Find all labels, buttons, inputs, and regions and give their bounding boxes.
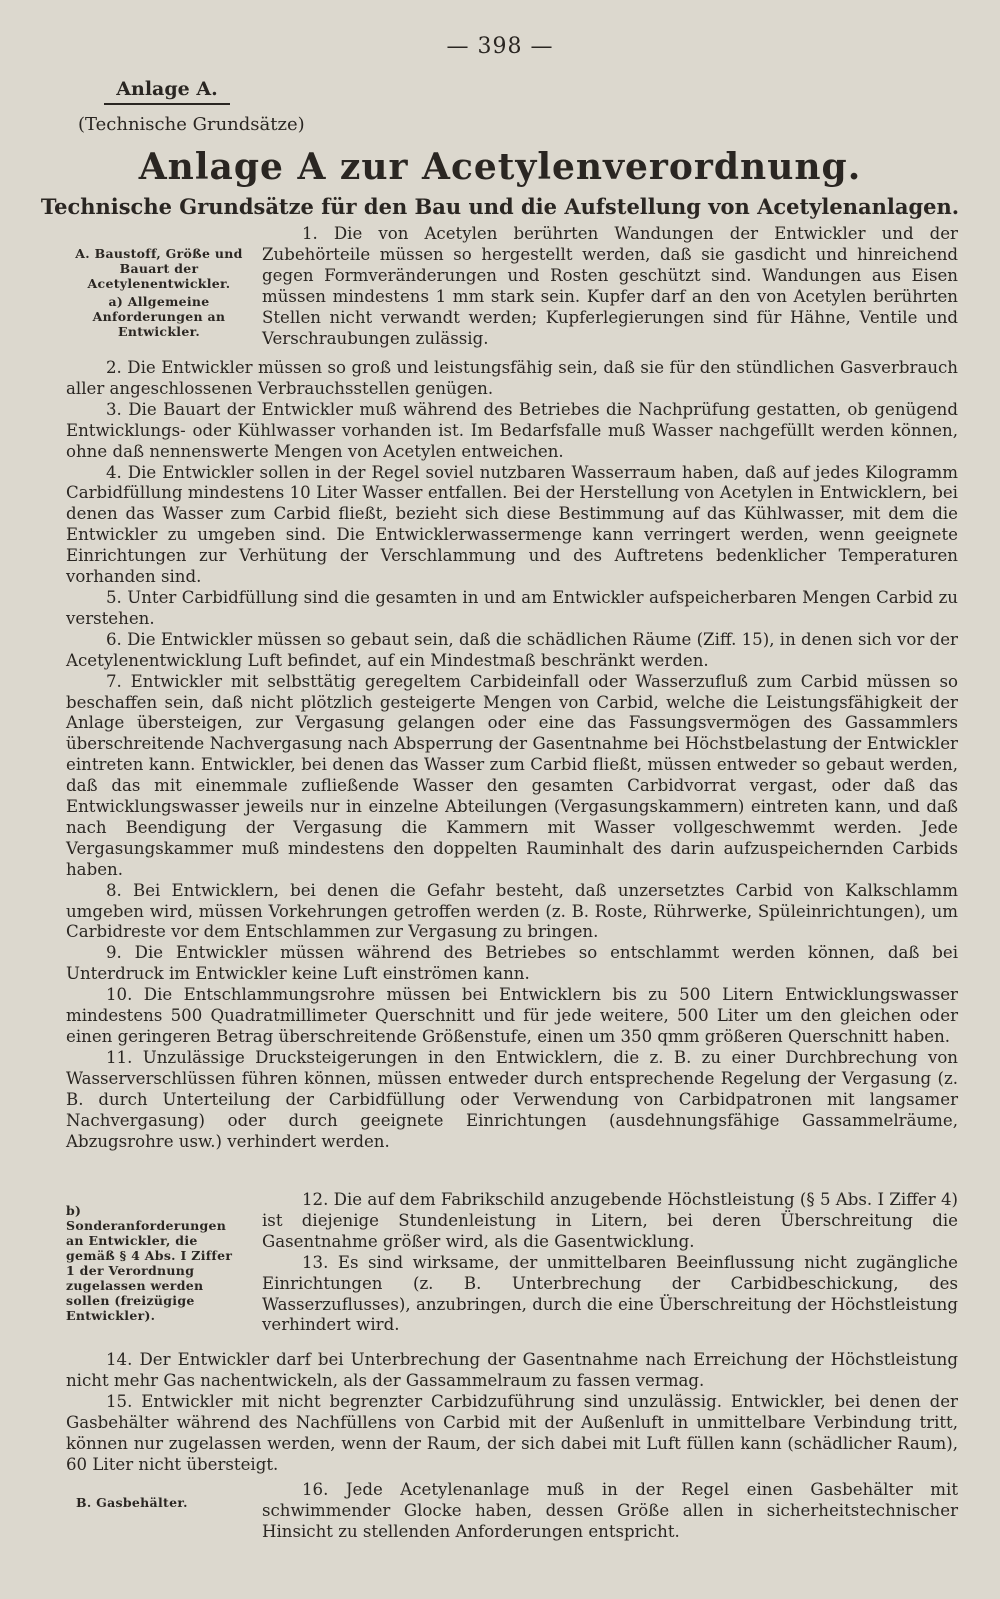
paragraph-9: 9. Die Entwickler müssen während des Betriebes so entschlammt werden können, daß bei Unterdruck im Entwickler keine Luft einströmen kann. [66, 943, 958, 984]
paragraphs-12-13-block [262, 1190, 958, 1336]
paragraph-11: 11. Unzulässige Drucksteigerungen in den Entwicklern, die z. B. zu einer Durchbrechung von Wasserverschlüssen führen können, müssen entweder durch entsprechende Regelung der Vergasung (z. B. durch Unterteilung der Carbidfüllung oder Verwendung von Carbidpatronen mit langsamer Nachvergasung) oder durch geeignete Einrichtungen (ausdehnungsfähige Gassammelräume, Abzugsrohre usw.) verhindert werden. [66, 1047, 958, 1151]
annex-subtitle: (Technische Grundsätze) [78, 114, 305, 135]
margin-note-gas-holder: B. Gasbehälter. [76, 1495, 188, 1510]
margin-note-section-a: A. Baustoff, Größe und Bauart der Acetylenentwickler. [75, 246, 243, 291]
paragraph-16: 16. Jede Acetylenanlage muß in der Regel einen Gasbehälter mit schwimmender Glocke haben, dessen Größe allen in sicherheitstechnischer Hinsicht zu stellenden Anforderungen entspricht. [262, 1480, 958, 1541]
paragraph-1: 1. Die von Acetylen berührten Wandungen der Entwickler und der Zubehörteile müssen so hergestellt werden, daß sie gasdicht und hinreichend gegen Formveränderungen und Rosten geschützt sind. Wandungen aus Eisen müssen mindestens 1 mm stark sein. Kupfer darf an den von Acetylen berührten Stellen nicht verwandt werden; Kupferlegierungen sind für Hähne, Ventile und Verschraubungen zulässig. [262, 224, 958, 348]
margin-note-general-requirements: a) Allgemeine Anforderungen an Entwickler. [92, 294, 226, 339]
page-number: — 398 — [446, 34, 554, 59]
paragraph-15: 15. Entwickler mit nicht begrenzter Carbidzuführung sind unzulässig. Entwickler, bei denen der Gasbehälter während des Nachfüllens von Carbid mit der Außenluft in unmittelbare Verbindung tritt, können nur zugelassen werden, wenn der Raum, der sich dabei mit Luft füllen kann (schädlicher Raum), 60 Liter nicht übersteigt. [66, 1391, 958, 1474]
paragraph-16-block [262, 1480, 958, 1543]
paragraph-5: 5. Unter Carbidfüllung sind die gesamten in und am Entwickler aufspeicherbaren Mengen Carbid zu verstehen. [66, 587, 958, 628]
paragraph-2: 2. Die Entwickler müssen so groß und leistungsfähig sein, daß sie für den stündlichen Gasverbrauch aller angeschlossenen Verbrauchsstellen genügen. [66, 358, 958, 398]
paragraph-3: 3. Die Bauart der Entwickler muß während des Betriebes die Nachprüfung gestatten, ob genügend Entwicklungs- oder Kühlwasser vorhanden ist. Im Bedarfsfalle muß Wasser nachgefüllt werden können, ohne daß nennenswerte Mengen von Acetylen entweichen. [66, 399, 958, 461]
paragraphs-2-11-block [66, 358, 958, 1152]
paragraph-1-block [262, 224, 958, 349]
document-title: Anlage A zur Acetylenverordnung. [138, 146, 862, 188]
annex-label: Anlage A. [104, 78, 230, 105]
paragraph-13: 13. Es sind wirksame, der unmittelbaren Beeinflussung nicht zugängliche Einrichtungen (z. B. Unterbrechung der Carbidbeschickung, des Wasserzuflusses), anzubringen, durch die eine Überschreitung der Höchstleistung verhindert wird. [262, 1252, 958, 1335]
paragraph-12: 12. Die auf dem Fabrikschild anzugebende Höchstleistung (§ 5 Abs. I Ziffer 4) ist diejenige Stundenleistung in Litern, bei deren Überschreitung die Gasentnahme größer wird, als die Gasentwicklung. [262, 1190, 958, 1251]
paragraphs-14-15-block [66, 1350, 958, 1475]
paragraph-10: 10. Die Entschlammungsrohre müssen bei Entwicklern bis zu 500 Litern Entwicklungswasser mindestens 500 Quadratmillimeter Querschnitt und für jede weitere, 500 Liter um den gleichen oder einen geringeren Betrag überschreitende Größenstufe, einen um 350 qmm größeren Querschnitt haben. [66, 985, 958, 1046]
margin-note-special-requirements: b) Sonderanforderungen an Entwickler, die gemäß § 4 Abs. I Ziffer 1 der Verordnung zugelassen werden sollen (freizügige Entwickler). [66, 1203, 233, 1323]
paragraph-14: 14. Der Entwickler darf bei Unterbrechung der Gasentnahme nach Erreichung der Höchstleistung nicht mehr Gas nachentwickeln, als der Gassammelraum zu fassen vermag. [66, 1350, 958, 1390]
paragraph-7: 7. Entwickler mit selbsttätig geregeltem Carbideinfall oder Wasserzufluß zum Carbid müssen so beschaffen sein, daß nicht plötzlich gesteigerte Mengen von Carbid, welche die Leistungsfähigkeit der Anlage übersteigen, zur Vergasung gelangen oder eine das Fassungsvermögen des Gassammlers überschreitende Nachvergasung nach Absperrung der Gasentnahme bei Höchstbelastung der Entwickler eintreten kann. Entwickler, bei denen das Wasser zum Carbid fließt, müssen entweder so gebaut werden, daß das mit einemmale zufließende Wasser den gesamten Carbidvorrat vergast, oder daß das Entwicklungswasser jeweils nur in einzelne Abteilungen (Vergasungskammern) eintreten kann, und daß nach Beendigung der Vergasung die Kammern mit Wasser vollgeschwemmt werden. Jede Vergasungskammer muß mindestens den doppelten Rauminhalt des darin aufzuspeichernden Carbids haben. [66, 671, 958, 879]
paragraph-4: 4. Die Entwickler sollen in der Regel soviel nutzbaren Wasserraum haben, daß auf jedes Kilogramm Carbidfüllung mindestens 10 Liter Wasser entfallen. Bei der Herstellung von Acetylen in Entwicklern, bei denen das Wasser zum Carbid fließt, bezieht sich diese Bestimmung auf das Kühlwasser, mit dem die Entwickler zu umgeben sind. Die Entwicklerwassermenge kann verringert werden, wenn geeignete Einrichtungen zur Verhütung der Verschlammung und des Auftretens bedenklicher Temperaturen vorhanden sind. [66, 462, 958, 587]
paragraph-6: 6. Die Entwickler müssen so gebaut sein, daß die schädlichen Räume (Ziff. 15), in denen sich vor der Acetylenentwicklung Luft befindet, auf ein Mindestmaß beschränkt werden. [66, 629, 958, 670]
paragraph-8: 8. Bei Entwicklern, bei denen die Gefahr besteht, daß unzersetztes Carbid von Kalkschlamm umgeben wird, müssen Vorkehrungen getroffen werden (z. B. Roste, Rührwerke, Spüleinrichtungen), um Carbidreste vor dem Entschlammen zur Vergasung zu bringen. [66, 880, 958, 942]
document-subtitle: Technische Grundsätze für den Bau und die Aufstellung von Acetylenanlagen. [40, 194, 960, 219]
